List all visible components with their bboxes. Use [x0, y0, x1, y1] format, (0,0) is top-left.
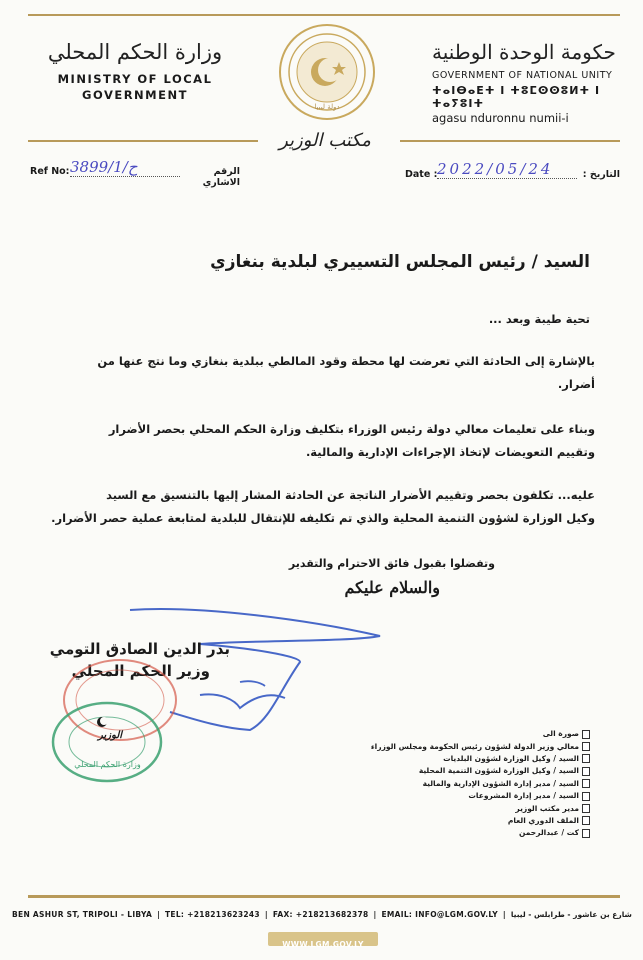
- checkbox-icon: [582, 792, 590, 801]
- cc-item: [345, 802, 590, 814]
- footer-separator: |: [502, 910, 506, 919]
- stamp-text: وزارة الحكم المحلي: [74, 760, 141, 769]
- cc-item-text: الملف الدوري العام: [507, 815, 579, 825]
- checkbox-icon: [582, 730, 590, 739]
- cc-item-text: كت / عبدالرحمن: [518, 828, 579, 838]
- checkbox-icon: [582, 779, 590, 788]
- checkbox-icon: [582, 742, 590, 751]
- checkbox-icon: [582, 767, 590, 776]
- cc-title: صورة الى: [542, 729, 579, 739]
- footer-top-rule: [28, 895, 620, 898]
- government-name-en: GOVERNMENT OF NATIONAL UNITY: [432, 70, 613, 81]
- government-name-tifinagh: ⵜⴰⵏⴱⴰⴹⵜ ⵏ ⵜⵓⵎⵙⵙⵓⵍⵜ ⵏ ⵜⴰⵢⵓⵏⵜ: [432, 84, 601, 110]
- footer-website[interactable]: [268, 932, 378, 949]
- footer-separator: |: [264, 910, 268, 919]
- footer-tel: TEL: +218213623243: [165, 910, 260, 919]
- footer-fax: FAX: +218213682378: [272, 910, 369, 919]
- state-emblem: [277, 22, 377, 122]
- green-stamp: [50, 700, 165, 785]
- cc-item-text: السيد / وكيل الوزارة لشؤون البلديات: [443, 753, 579, 763]
- cc-item: [345, 827, 590, 839]
- checkbox-icon: [582, 804, 590, 813]
- checkbox-icon: [582, 816, 590, 825]
- closing-line: وتفضلوا بقبول فائق الاحترام والتقدير: [288, 557, 495, 570]
- cc-item-text: معالي وزير الدولة لشؤون رئيس الحكومة ومجلس الوزراء: [370, 741, 579, 751]
- date-label-en: Date :: [405, 169, 438, 180]
- ministry-name-en-line1: MINISTRY OF LOCAL: [57, 72, 213, 86]
- government-name-amazigh: agasu nduronnu numii-i: [432, 111, 569, 125]
- cc-item-text: السيد / مدير إدارة المشروعات: [468, 791, 579, 801]
- header-top-rule: [28, 14, 620, 16]
- footer-address-en: BEN ASHUR ST, TRIPOLI - LIBYA: [12, 910, 153, 919]
- ministry-header-left: [40, 40, 230, 102]
- paragraph-3-line-2: وكيل الوزارة لشؤون التنمية المحلية والذي تم تكليفه للإنتقال للبلدية لمتابعة عملية حصر الأضرار.: [51, 511, 595, 525]
- ministry-name-ar: وزارة الحكم المحلي: [47, 40, 223, 64]
- footer-website-text: WWW.LGM.GOV.LY: [282, 940, 364, 949]
- cc-item: [345, 740, 590, 752]
- paragraph-2-line-2: وتقييم التعويضات لإتخاذ الإجراءات الإدارية والمالية.: [305, 445, 595, 459]
- date-value: 2022/05/24: [437, 160, 577, 179]
- cc-item: [345, 815, 590, 827]
- header-bottom-rule-left: [28, 140, 258, 142]
- cc-item: [345, 778, 590, 790]
- footer-email: EMAIL: INFO@LGM.GOV.LY: [381, 910, 498, 919]
- header-bottom-rule-right: [400, 140, 620, 142]
- cc-item-text: السيد / وكيل الوزارة لشؤون التنمية المحلية: [418, 766, 579, 776]
- footer-address-ar: شارع بن عاشور - طرابلس - ليبيا: [510, 910, 632, 919]
- ministry-name-en-line2: GOVERNMENT: [82, 88, 188, 102]
- footer-separator: |: [373, 910, 377, 919]
- paragraph-2-line-1: وبناء على تعليمات معالي دولة رئيس الوزراء بتكليف وزارة الحكم المحلي بحصر الأضرار: [108, 422, 595, 436]
- cc-item-text: مدير مكتب الوزير: [515, 803, 579, 813]
- paragraph-1-line-2: أضرار.: [557, 377, 595, 391]
- signatory-name: بدر الدين الصادق التومي: [49, 640, 230, 658]
- office-of-minister: مكتب الوزير: [279, 130, 371, 151]
- stamp-label: الوزير: [97, 730, 123, 741]
- signatory-title: وزير الحكم المحلي: [71, 662, 210, 680]
- addressee: السيد / رئيس المجلس التسييري لبلدية بنغازي: [210, 252, 590, 272]
- salam-line: والسلام عليكم: [344, 578, 440, 597]
- checkbox-icon: [582, 754, 590, 763]
- cc-title-row: [345, 728, 590, 740]
- cc-item: [345, 790, 590, 802]
- government-name-ar: حكومة الوحدة الوطنية: [432, 40, 616, 64]
- ref-label-en: Ref No:: [30, 166, 70, 177]
- cc-item-text: السيد / مدير إدارة الشؤون الإدارية والمالية: [422, 778, 579, 788]
- greeting: تحية طيبة وبعد ...: [488, 312, 590, 326]
- date-label-ar: التاريخ :: [582, 169, 620, 180]
- checkbox-icon: [582, 829, 590, 838]
- footer-contact-bar: [12, 910, 632, 919]
- government-header-right: [432, 40, 622, 125]
- cc-list: [345, 728, 590, 840]
- ref-value: 3899/1/ح: [70, 158, 180, 177]
- footer-separator: |: [157, 910, 161, 919]
- emblem-text: دولة ليبيا: [314, 103, 340, 111]
- cc-item: [345, 753, 590, 765]
- paragraph-3-line-1: عليه... تكلفون بحصر وتقييم الأضرار الناتجة عن الحادثة المشار إليها بالتنسيق مع السيد: [106, 488, 595, 502]
- cc-item: [345, 765, 590, 777]
- paragraph-1-line-1: بالإشارة إلى الحادثة التي تعرضت لها محطة وقود المالطي ببلدية بنغازي وما نتج عنها من: [97, 354, 595, 368]
- ref-label-ar: الرقم الاشاري: [202, 166, 240, 188]
